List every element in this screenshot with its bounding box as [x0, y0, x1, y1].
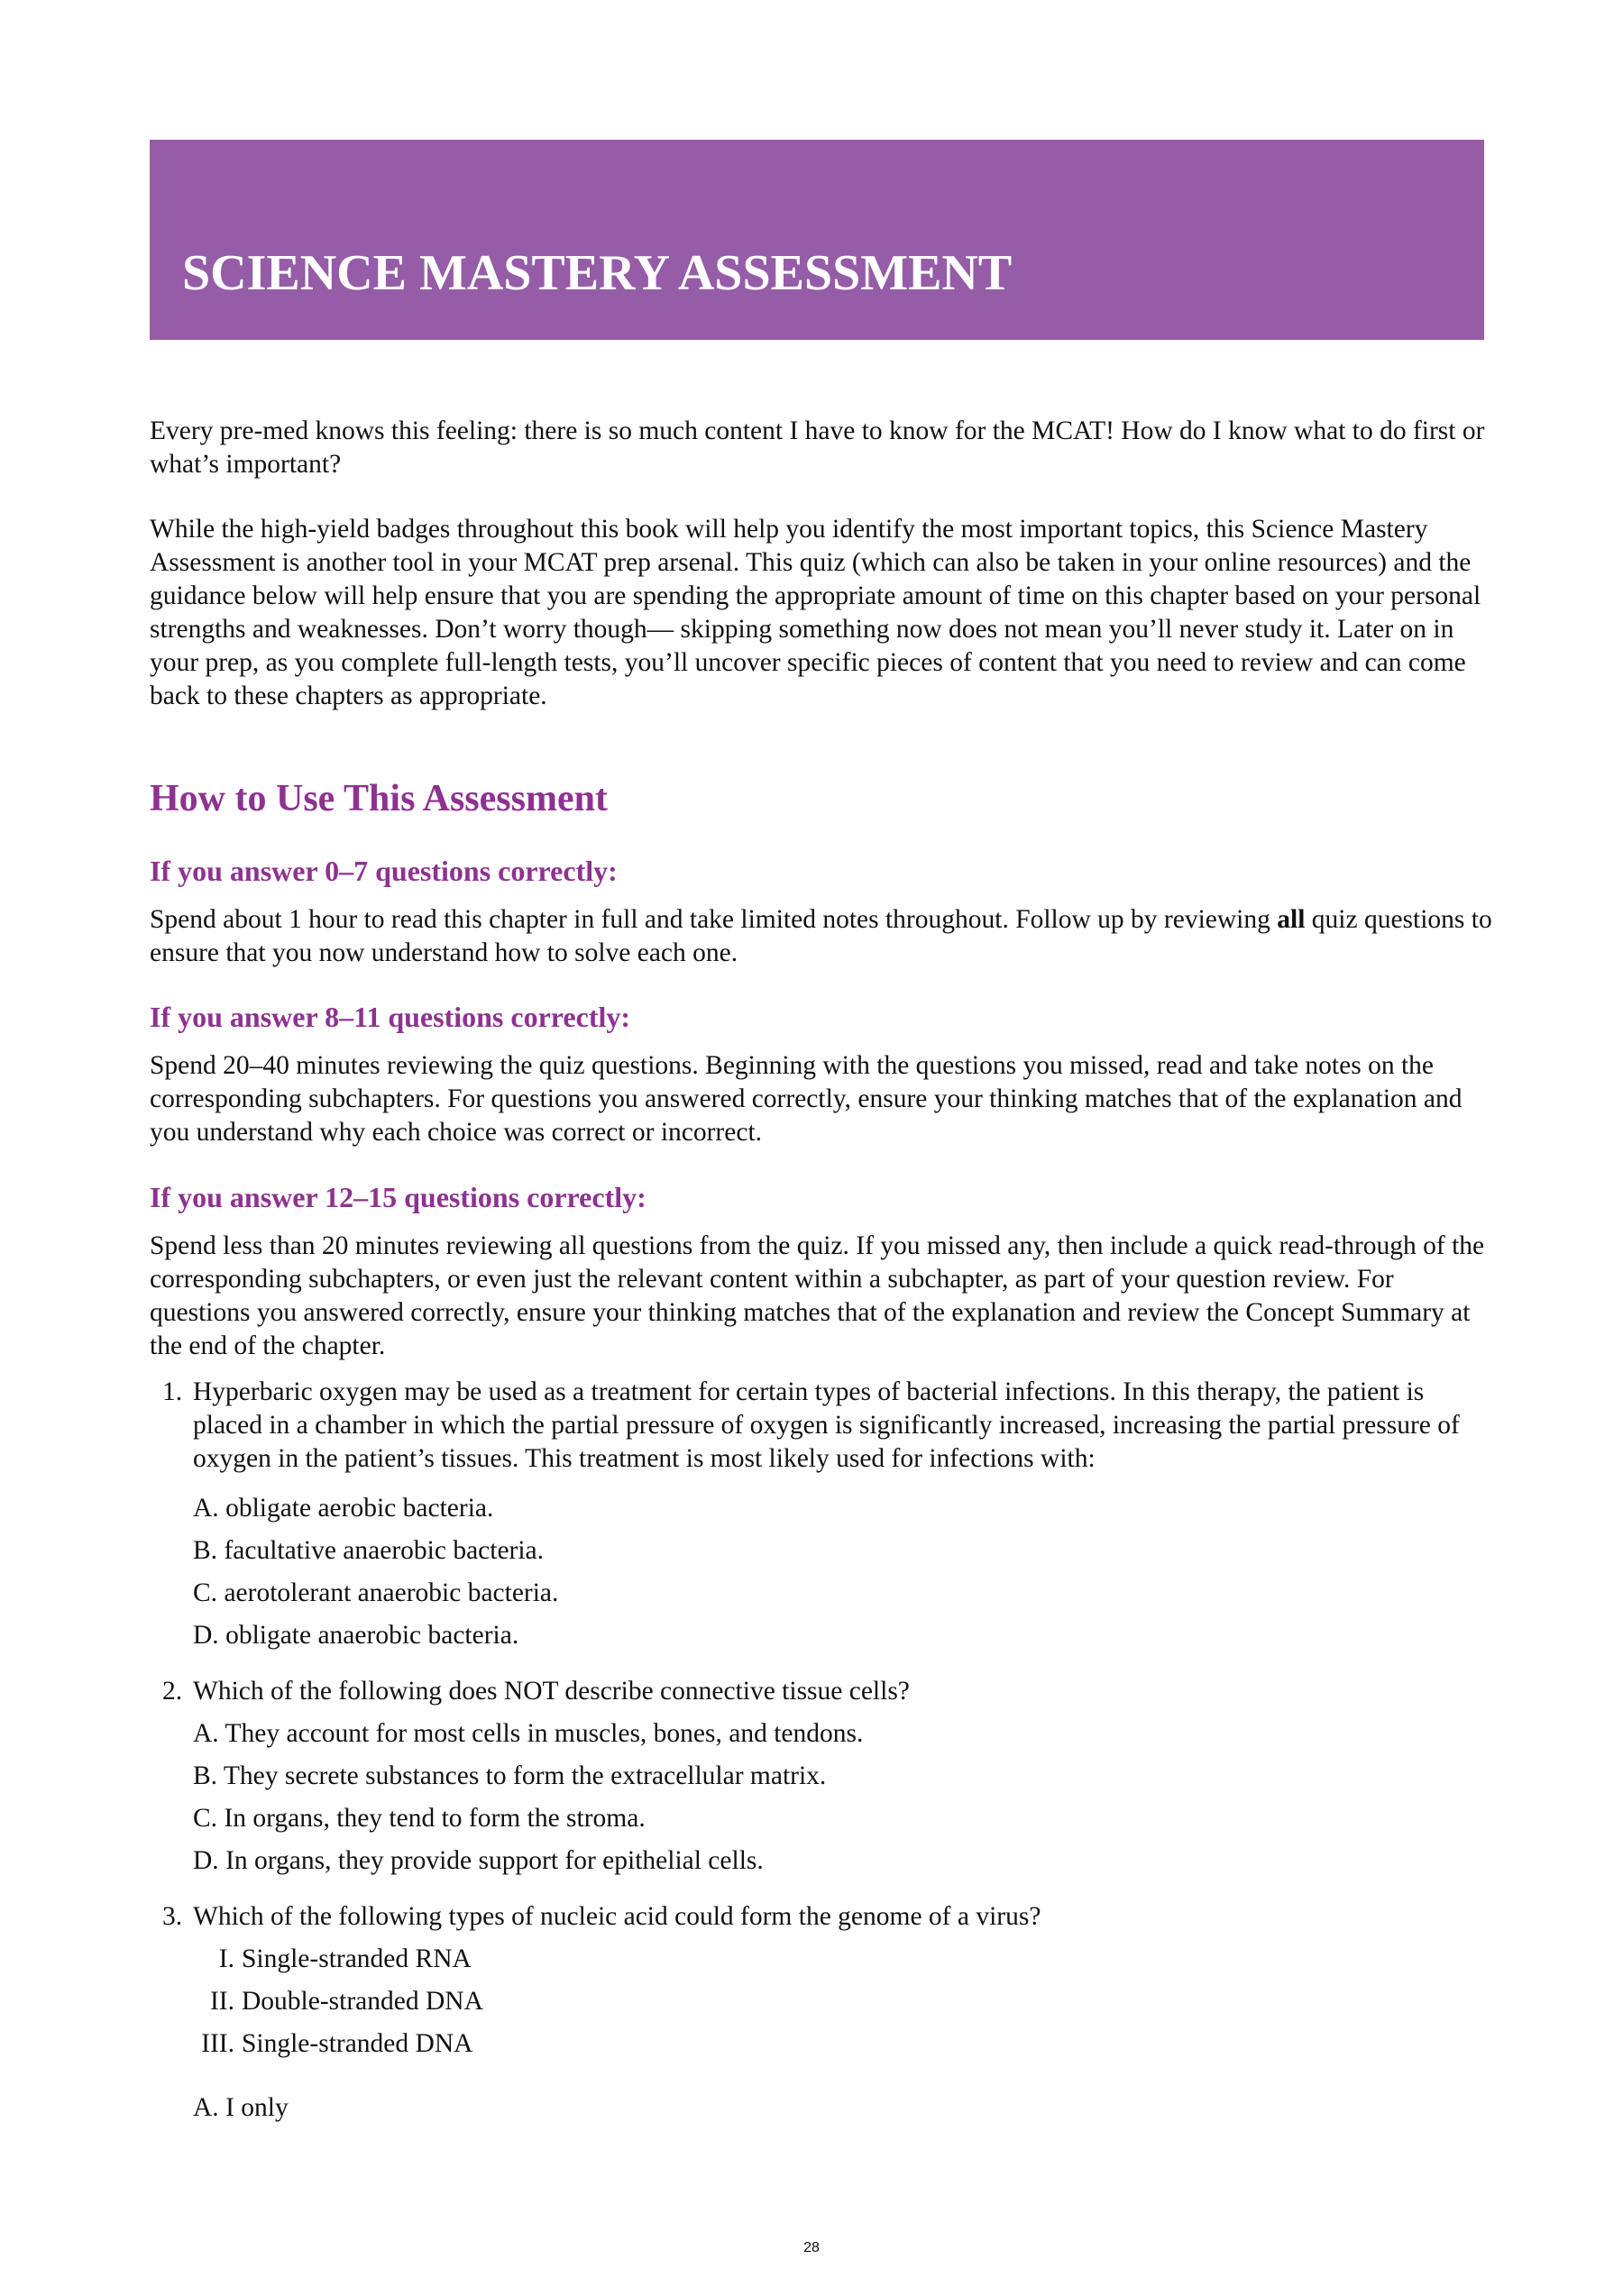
question-3-number: 3. [162, 1902, 183, 1931]
option-text: They secrete substances to form the extracellular matrix. [223, 1761, 827, 1790]
chapter-banner [150, 140, 1484, 340]
question-3-statement-2 [150, 1985, 483, 2018]
option-text: obligate anaerobic bacteria. [225, 1621, 519, 1650]
question-1-option-c[interactable] [193, 1577, 558, 1610]
option-text: I only [225, 2093, 289, 2122]
tier-heading-0-7: If you answer 0–7 questions correctly: [150, 855, 618, 887]
option-text: In organs, they provide support for epithelial cells. [225, 1846, 764, 1875]
tier-heading-12-15: If you answer 12–15 questions correctly: [150, 1181, 646, 1213]
statement-numeral: I. [218, 1944, 234, 1973]
tier-text-0-7-part-2: quiz questions to ensure that you now understand how to solve each one. [150, 905, 1492, 967]
tier-text-12-15: Spend less than 20 minutes reviewing all questions from the quiz. If you missed any, then include a quick read-through of the corresponding subchapters, or even just the relevant content within a subchapter, as part of your question review. For questions you answered correctly, ensure your thinking matches that of the explanation and review the Concept Summary at the end of the chapter. [150, 1231, 1485, 1360]
option-letter: A. [193, 1494, 219, 1523]
question-2-option-d[interactable] [193, 1844, 764, 1878]
question-1-stem [162, 1376, 1493, 1476]
option-text: In organs, they tend to form the stroma. [224, 1804, 646, 1833]
question-1-option-d[interactable] [193, 1619, 518, 1652]
statement-numeral: III. [201, 2029, 234, 2058]
banner-title: SCIENCE MASTERY ASSESSMENT [182, 245, 1013, 301]
option-letter: A. [193, 1719, 219, 1748]
option-letter: C. [193, 1578, 218, 1607]
statement-numeral: II. [209, 1987, 234, 2016]
question-3-statement-1 [150, 1943, 472, 1976]
tier-text-0-7 [150, 903, 1493, 970]
section-heading-how-to-use: How to Use This Assessment [150, 778, 608, 819]
question-3 [162, 1900, 1493, 1934]
question-2-option-a[interactable] [193, 1717, 863, 1751]
question-2-stem [162, 1675, 1493, 1708]
intro-paragraph-1: Every pre-med knows this feeling: there is so much content I have to know for the MCAT! How do I know what to do first or what’s important? [150, 416, 1485, 479]
question-1-number: 1. [162, 1377, 183, 1406]
question-3-statement-3 [150, 2027, 472, 2061]
option-letter: B. [193, 1761, 218, 1790]
question-1-option-b[interactable] [193, 1534, 544, 1568]
question-3-stem [162, 1900, 1493, 1934]
question-2-number: 2. [162, 1677, 183, 1706]
statement-text: Double-stranded DNA [242, 1987, 483, 2016]
option-text: facultative anaerobic bacteria. [224, 1536, 545, 1565]
question-2 [162, 1675, 1493, 1708]
statement-text: Single-stranded DNA [242, 2029, 473, 2058]
option-letter: A. [193, 2093, 219, 2122]
question-1 [162, 1376, 1493, 1476]
page-number: 28 [803, 2240, 820, 2255]
tier-text-0-7-part-1: Spend about 1 hour to read this chapter in full and take limited notes throughout. Follow up by reviewing [150, 905, 1278, 934]
option-letter: D. [193, 1621, 219, 1650]
question-2-option-b[interactable] [193, 1760, 826, 1793]
statement-text: Single-stranded RNA [242, 1944, 472, 1973]
question-1-text: Hyperbaric oxygen may be used as a treatment for certain types of bacterial infections. In this therapy, the patient is placed in a chamber in which the partial pressure of oxygen is significantly increased, increasing the partial pressure of oxygen in the patient’s tissues. This treatment is most likely used for infections with: [193, 1377, 1460, 1473]
tier-text-0-7-bold: all [1277, 905, 1306, 934]
question-2-option-c[interactable] [193, 1802, 646, 1835]
tier-heading-8-11: If you answer 8–11 questions correctly: [150, 1001, 631, 1033]
tier-text-8-11: Spend 20–40 minutes reviewing the quiz questions. Beginning with the questions you missed, read and take notes on the corresponding subchapters. For questions you answered correctly, ensure your thinking matches that of the explanation and you understand why each choice was correct or incorrect. [150, 1051, 1463, 1147]
option-text: obligate aerobic bacteria. [225, 1494, 494, 1523]
option-text: They account for most cells in muscles, bones, and tendons. [225, 1719, 864, 1748]
question-3-text: Which of the following types of nucleic acid could form the genome of a virus? [193, 1902, 1041, 1931]
question-3-option-a[interactable] [193, 2091, 289, 2125]
question-1-option-a[interactable] [193, 1492, 493, 1525]
intro-paragraph-2: While the high-yield badges throughout this book will help you identify the most important topics, this Science Mastery Assessment is another tool in your MCAT prep arsenal. This quiz (which can also be taken in your online resources) and the guidance below will help ensure that you are spending the appropriate amount of time on this chapter based on your personal strengths and weaknesses. Don’t worry though— skipping something now does not mean you’ll never study it. Later on in your prep, as you complete full-length tests, you’ll uncover specific pieces of content that you need to review and can come back to these chapters as appropriate. [150, 515, 1481, 710]
option-letter: C. [193, 1804, 218, 1833]
question-2-text: Which of the following does NOT describe connective tissue cells? [193, 1677, 910, 1706]
option-text: aerotolerant anaerobic bacteria. [224, 1578, 559, 1607]
option-letter: B. [193, 1536, 218, 1565]
option-letter: D. [193, 1846, 219, 1875]
